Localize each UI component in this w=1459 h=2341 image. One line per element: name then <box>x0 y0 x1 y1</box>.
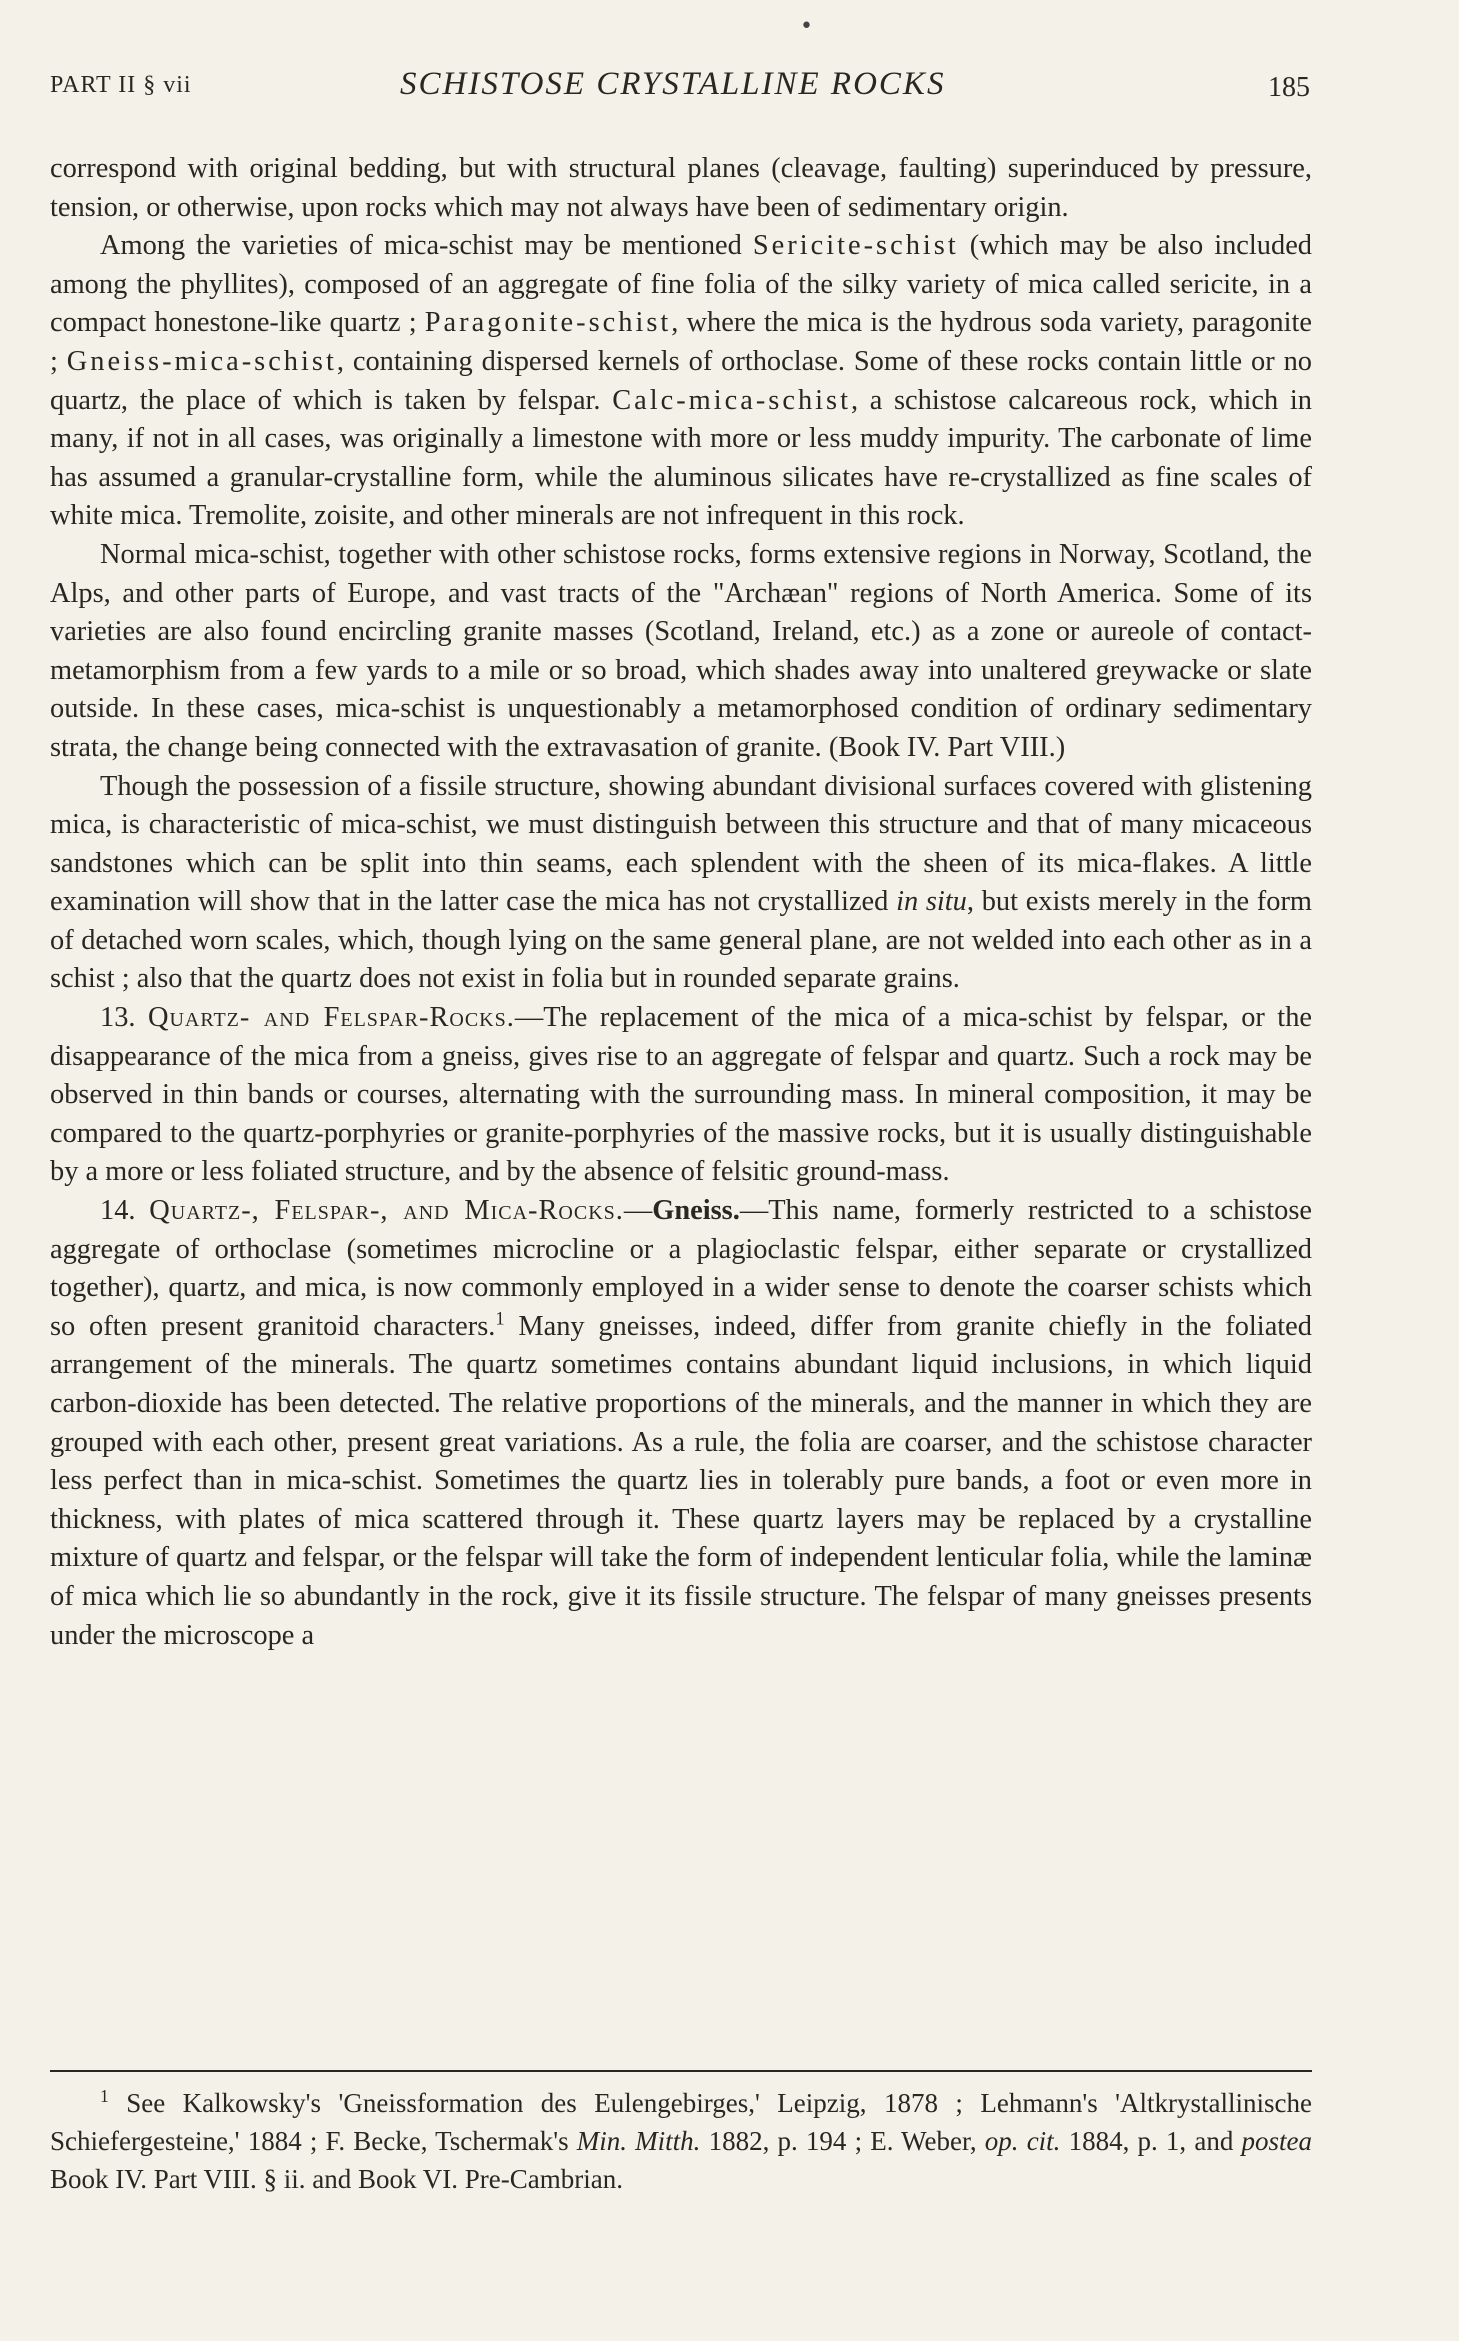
footnote-divider <box>50 2070 1312 2072</box>
paragraph: Though the possession of a fissile structure, showing abundant divisional surfaces covered with glistening mica, is characteristic of mica-schist, we must distinguish between this structure and that of many micaceous sandstones which can be split into thin seams, each splendent with the sheen of its mica-flakes. A little examination will show that in the latter case the mica has not crystallized in situ, but exists merely in the form of detached worn scales, which, though lying on the same general plane, are not welded into each other as in a schist ; also that the quartz does not exist in folia but in rounded separate grains. <box>50 770 1312 995</box>
section-14-title: Quartz-, Felspar-, and Mica-Rocks. <box>149 1195 624 1227</box>
term-paragonite-schist: Paragonite-schist <box>424 307 672 339</box>
footnote-number: 1 <box>100 2086 109 2106</box>
page-number: 185 <box>1268 72 1310 103</box>
running-header <box>50 66 1310 110</box>
footnote-ref[interactable]: 1 <box>495 1308 505 1329</box>
header-section: PART II § vii <box>50 72 192 98</box>
paragraph: Among the varieties of mica-schist may be mentioned Sericite-schist (which may be also included among the phyllites), composed of an aggregate of fine folia of the silky variety of mica called sericite, in a compact honestone-like quartz ; Paragonite-schist, where the mica is the hydrous soda variety, paragonite ; Gneiss-mica-schist, containing dispersed kernels of orthoclase. Some of these rocks contain little or no quartz, the place of which is taken by felspar. Calc-mica-schist, a schistose calcareous rock, which in many, if not in all cases, was originally a limestone with more or less muddy impurity. The carbonate of lime has assumed a granular-crystalline form, while the aluminous silicates have re-crystallized as fine scales of white mica. Tremolite, zoisite, and other minerals are not infrequent in this rock. <box>50 230 1312 532</box>
term-gneiss: Gneiss. <box>652 1195 740 1227</box>
paragraph-section-13: 13. Quartz- and Felspar-Rocks.—The replacement of the mica of a mica-schist by felspar, or the disappearance of the mica from a gneiss, gives rise to an aggregate of felspar and quartz. Such a rock may be observed in thin bands or courses, alternating with the surrounding mass. In mineral composition, it may be compared to the quartz-porphyries or granite-porphyries of the massive rocks, but it is usually distinguishable by a more or less foliated structure, and by the absence of felsitic ground-mass. <box>50 1002 1312 1188</box>
paragraph: correspond with original bedding, but with structural planes (cleavage, faulting) superinduced by pressure, tension, or otherwise, upon rocks which may not always have been of sedimentary origin. <box>50 153 1312 223</box>
footnote: $^1$ See Kalkowsky's 'Gneissformation des Eulengebirges,' Leipzig, 1878 ; Lehmann's 'Altkrystallinische Schiefergesteine,' 1884 ; F. Becke, Tschermak's Min. Mitth. 1882, p. 194 ; E. Weber, op. cit. 1884, p. 1, and postea Book IV. Part VIII. § ii. and Book VI. Pre-Cambrian. <box>50 2086 1312 2194</box>
term-calc-mica-schist: Calc-mica-schist <box>612 384 851 416</box>
main-text <box>50 150 1312 1655</box>
term-in-situ: in situ <box>896 886 967 918</box>
paragraph: Normal mica-schist, together with other schistose rocks, forms extensive regions in Norway, Scotland, the Alps, and other parts of Europe, and vast tracts of the "Archæan" regions of North America. Some of its varieties are also found encircling granite masses (Scotland, Ireland, etc.) as a zone or aureole of contact-metamorphism from a few yards to a mile or so broad, which shades away into unaltered greywacke or slate outside. In these cases, mica-schist is unquestionably a metamorphosed condition of ordinary sedimentary strata, the change being connected with the extravasation of granite. (Book IV. Part VIII.) <box>50 538 1312 763</box>
term-gneiss-mica-schist: Gneiss-mica-schist <box>66 345 337 377</box>
header-title: SCHISTOSE CRYSTALLINE ROCKS <box>400 66 946 102</box>
section-13-title: Quartz- and Felspar-Rocks. <box>147 1002 515 1034</box>
printer-mark: • <box>800 14 813 39</box>
term-sericite-schist: Sericite-schist <box>752 230 959 262</box>
paragraph-section-14: 14. Quartz-, Felspar-, and Mica-Rocks.—Gneiss.—This name, formerly restricted to a schistose aggregate of orthoclase (sometimes microcline or a plagioclastic felspar, either separate or crystallized together), quartz, and mica, is now commonly employed in a wider sense to denote the coarser schists which so often present granitoid characters.$^1$ Many gneisses, indeed, differ from granite chiefly in the foliated arrangement of the minerals. The quartz sometimes contains abundant liquid inclusions, in which liquid carbon-dioxide has been detected. The relative proportions of the minerals, and the manner in which they are grouped with each other, present great variations. As a rule, the folia are coarser, and the schistose character less perfect than in mica-schist. Sometimes the quartz lies in tolerably pure bands, a foot or even more in thickness, with plates of mica scattered through it. These quartz layers may be replaced by a crystalline mixture of quartz and felspar, or the felspar will take the form of independent lenticular folia, while the laminæ of mica which lie so abundantly in the rock, give it its fissile structure. The felspar of many gneisses presents under the microscope a <box>50 1195 1312 1651</box>
